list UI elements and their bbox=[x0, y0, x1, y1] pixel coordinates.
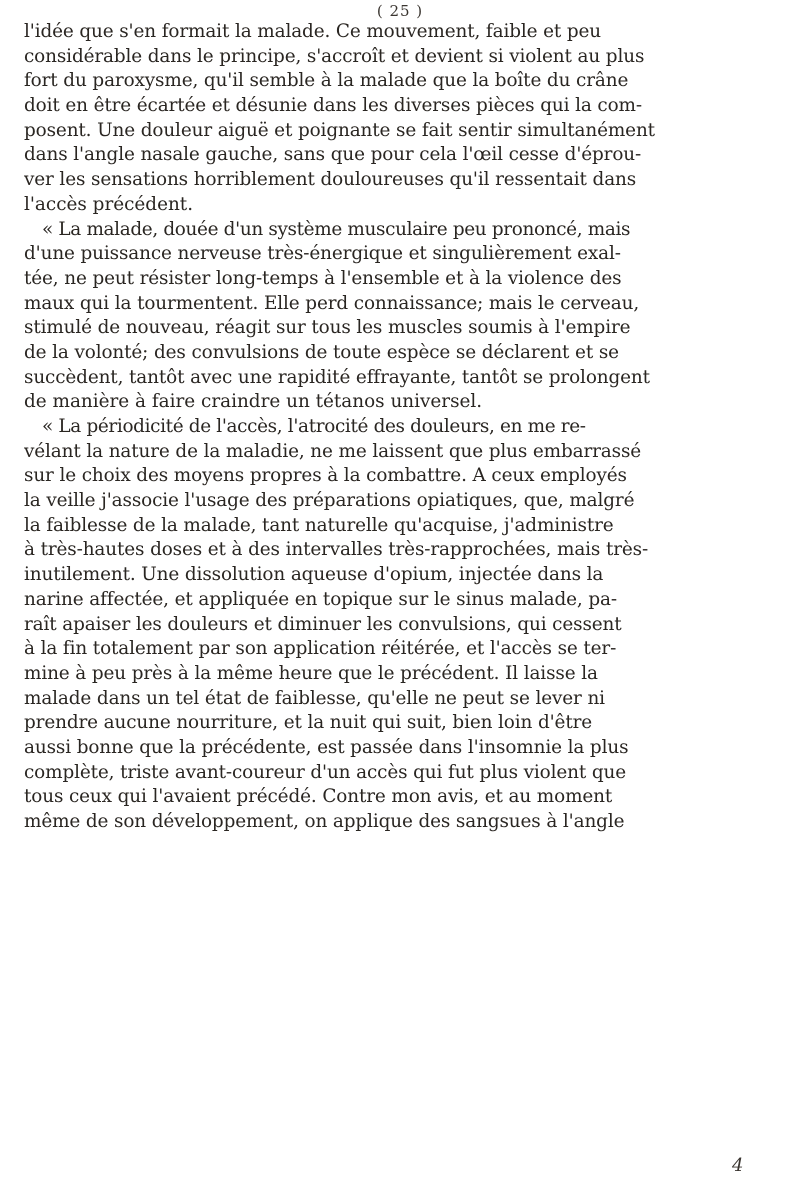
text-line: complète, triste avant-coureur d'un accès qui fut plus violent que bbox=[24, 761, 626, 783]
text-line: posent. Une douleur aiguë et poignante se fait sentir simultanément bbox=[24, 119, 655, 141]
text-line: dans l'angle nasale gauche, sans que pour cela l'œil cesse d'éprou- bbox=[24, 144, 642, 166]
text-line: d'une puissance nerveuse très-énergique et singulièrement exal- bbox=[24, 243, 621, 265]
text-line: mine à peu près à la même heure que le précédent. Il laisse la bbox=[24, 662, 598, 684]
text-line: succèdent, tantôt avec une rapidité effrayante, tantôt se prolongent bbox=[24, 366, 650, 388]
text-line: maux qui la tourmentent. Elle perd connaissance; mais le cerveau, bbox=[24, 292, 640, 314]
text-line: la faiblesse de la malade, tant naturelle qu'acquise, j'administre bbox=[24, 514, 614, 536]
text-line: sur le choix des moyens propres à la combattre. A ceux employés bbox=[24, 465, 627, 487]
text-line: doit en être écartée et désunie dans les diverses pièces qui la com- bbox=[24, 95, 642, 117]
page-number: ( 25 ) bbox=[376, 2, 424, 20]
text-line: narine affectée, et appliquée en topique sur le sinus malade, pa- bbox=[24, 588, 617, 610]
body-text bbox=[24, 20, 794, 835]
text-line: à très-hautes doses et à des intervalles très-rapprochées, mais très- bbox=[24, 539, 649, 561]
text-line: prendre aucune nourriture, et la nuit qui suit, bien loin d'être bbox=[24, 712, 593, 734]
text-line: de la volonté; des convulsions de toute espèce se déclarent et se bbox=[24, 341, 619, 363]
text-line: vélant la nature de la maladie, ne me laissent que plus embarrassé bbox=[24, 440, 642, 462]
text-line: fort du paroxysme, qu'il semble à la malade que la boîte du crâne bbox=[24, 70, 629, 92]
text-line: ver les sensations horriblement douloureuses qu'il ressentait dans bbox=[24, 169, 637, 191]
text-line: « La périodicité de l'accès, l'atrocité des douleurs, en me re- bbox=[42, 416, 586, 437]
signature-mark: 4 bbox=[732, 1155, 744, 1176]
text-line: stimulé de nouveau, réagit sur tous les muscles soumis à l'empire bbox=[24, 317, 631, 339]
text-line: tous ceux qui l'avaient précédé. Contre mon avis, et au moment bbox=[24, 786, 613, 808]
text-line: « La malade, douée d'un système musculaire peu prononcé, mais bbox=[42, 218, 631, 240]
text-line: à la fin totalement par son application réitérée, et l'accès se ter- bbox=[24, 638, 617, 660]
text-line: la veille j'associe l'usage des préparations opiatiques, que, malgré bbox=[24, 490, 635, 512]
text-line: considérable dans le principe, s'accroît et devient si violent au plus bbox=[24, 45, 645, 67]
text-line: de manière à faire craindre un tétanos universel. bbox=[24, 391, 483, 413]
text-line: tée, ne peut résister long-temps à l'ensemble et à la violence des bbox=[24, 267, 622, 289]
text-line: aussi bonne que la précédente, est passée dans l'insomnie la plus bbox=[24, 736, 629, 758]
text-line: raît apaiser les douleurs et diminuer les convulsions, qui cessent bbox=[24, 613, 622, 635]
text-line: malade dans un tel état de faiblesse, qu'elle ne peut se lever ni bbox=[24, 687, 605, 709]
text-line: l'accès précédent. bbox=[24, 193, 194, 215]
text-line: inutilement. Une dissolution aqueuse d'opium, injectée dans la bbox=[24, 564, 604, 586]
text-line: l'idée que s'en formait la malade. Ce mouvement, faible et peu bbox=[24, 21, 602, 42]
text-line: même de son développement, on applique des sangsues à l'angle bbox=[24, 811, 625, 832]
